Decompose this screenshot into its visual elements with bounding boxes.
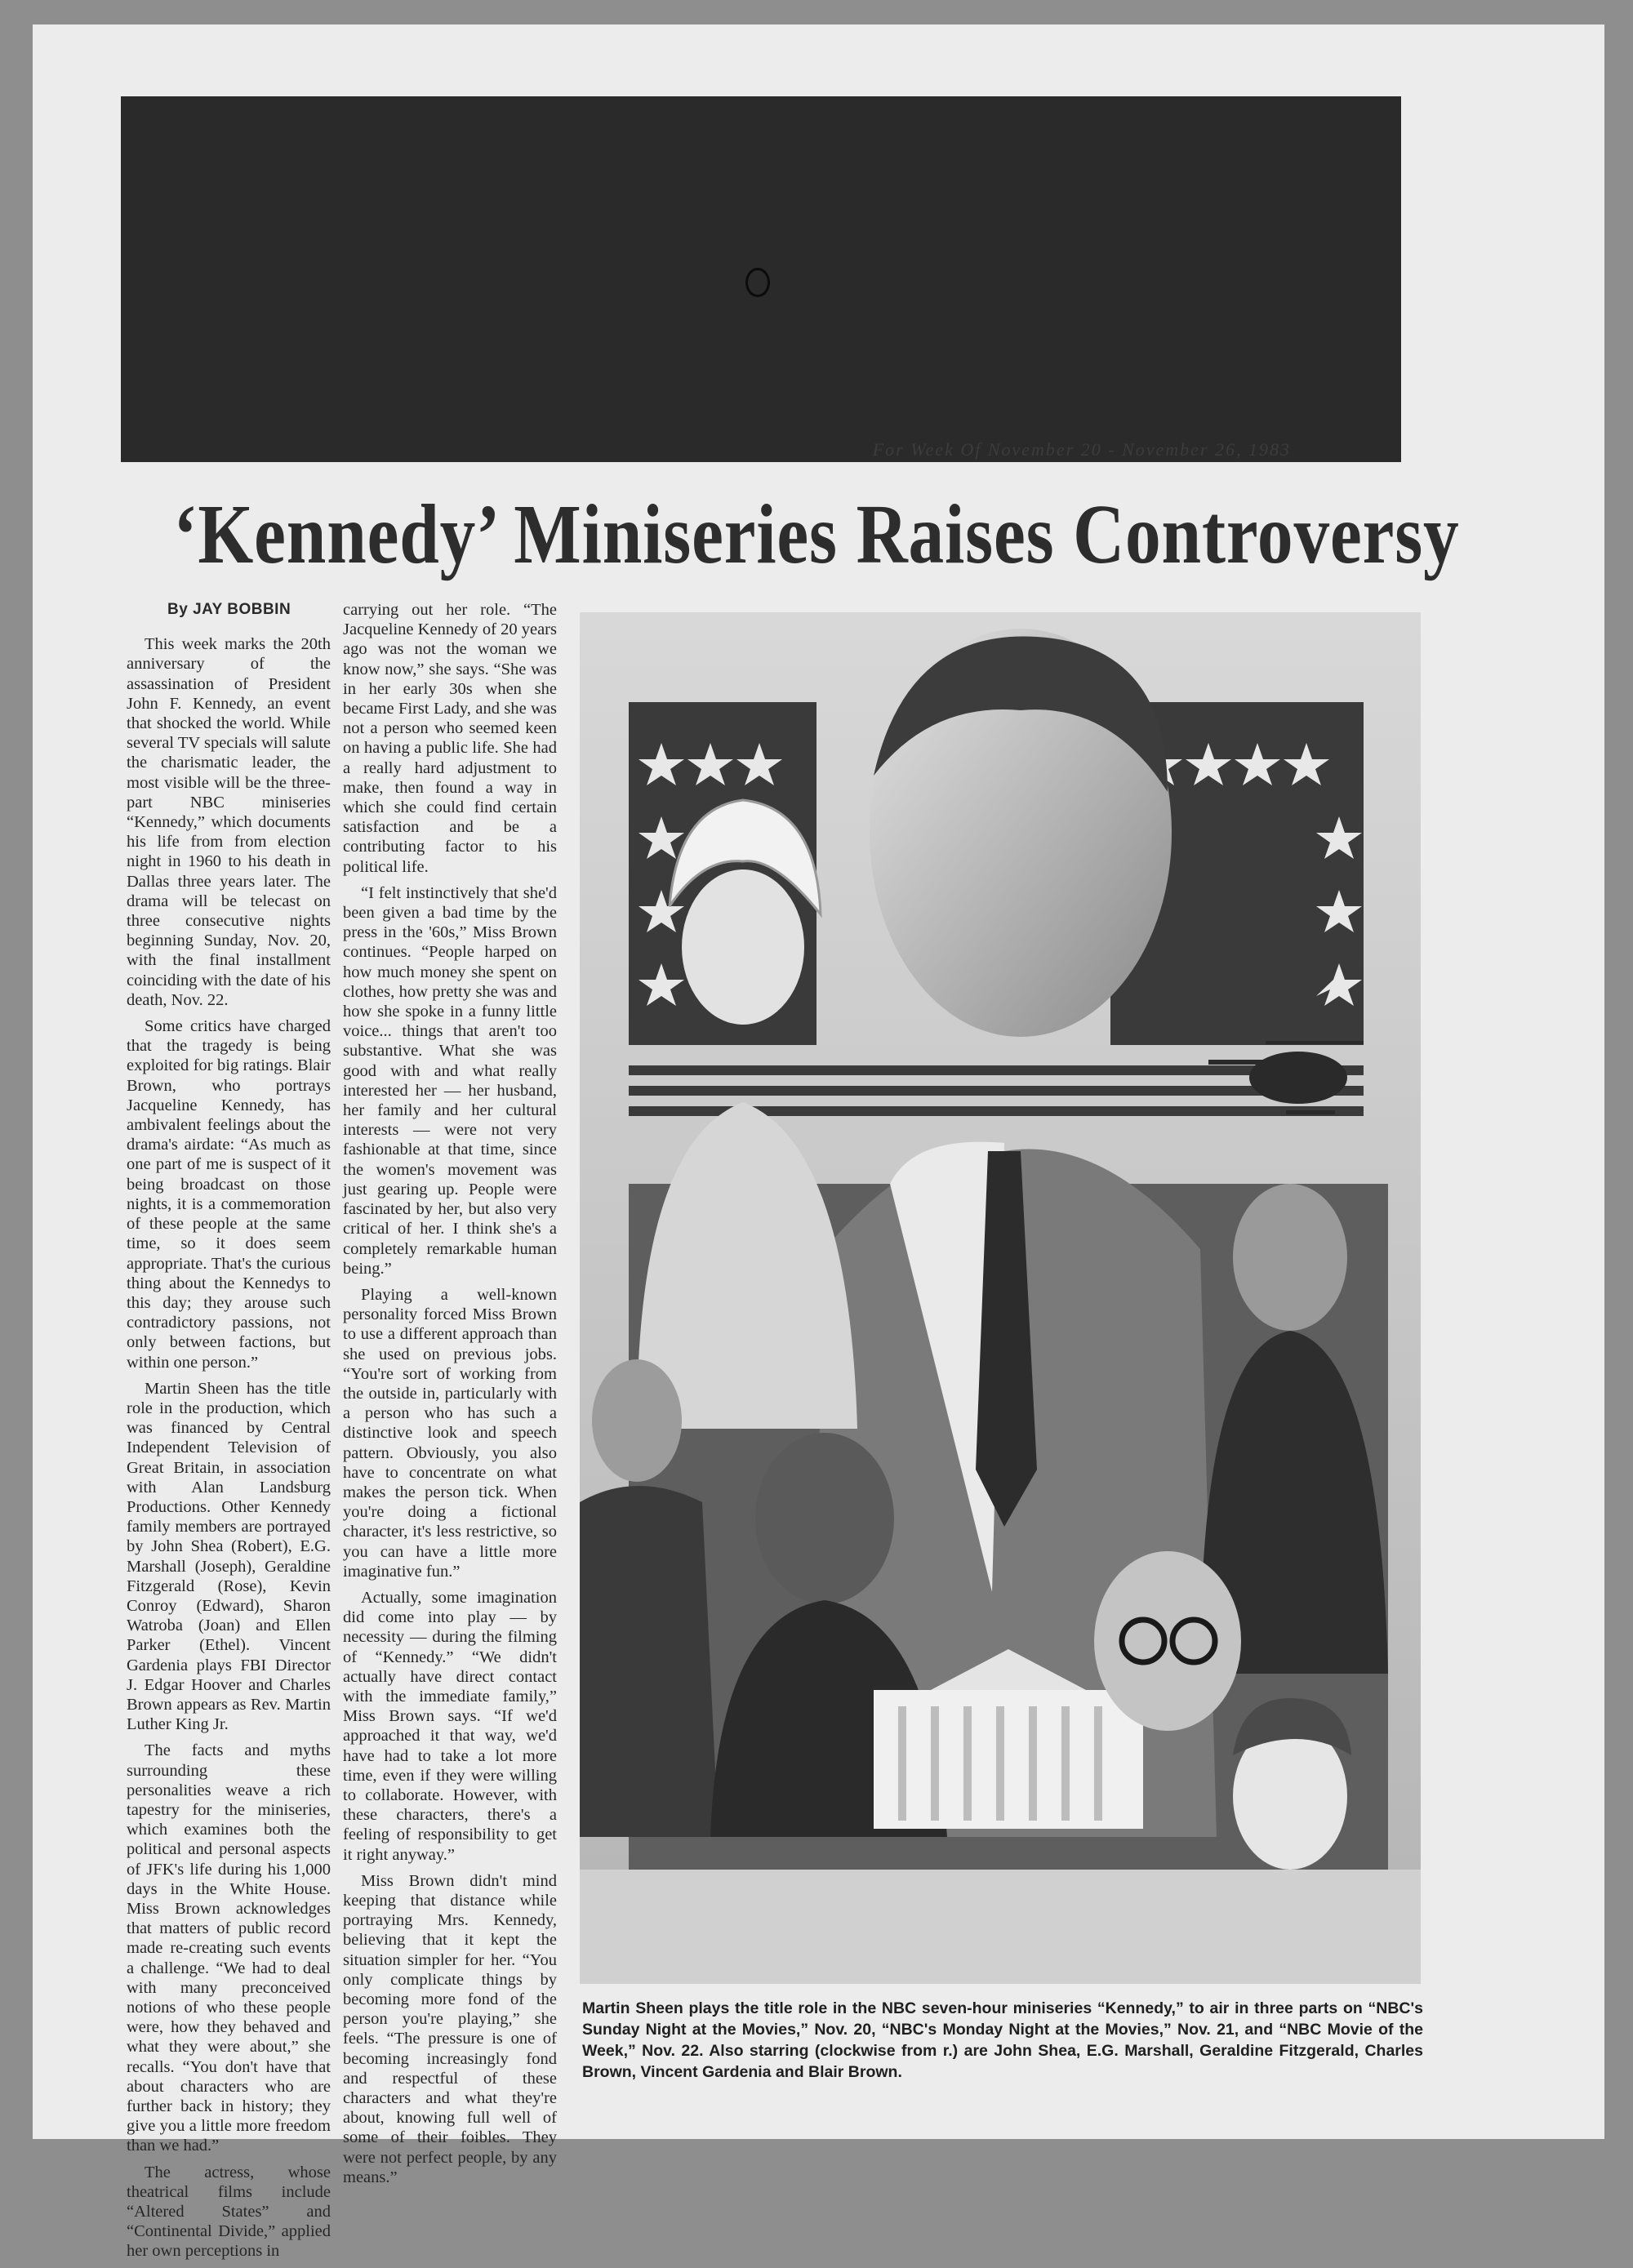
illustration-base xyxy=(580,1870,1421,1984)
paragraph: Miss Brown didn't mind keeping that distance while portraying Mrs. Kennedy, believing that it kept the situation simpler for her. “You only complicate things by becoming more fond of the person you're playing,” she feels. “The pressure is one of becoming increasingly fond and respectful of these characters and what they're about, knowing full well of some of their foibles. They were not perfect people, by any means.” xyxy=(343,1871,557,2186)
article-column-2 xyxy=(343,600,557,2194)
headline: ‘Kennedy’ Miniseries Raises Controversy xyxy=(173,487,1460,581)
center-left-face xyxy=(755,1433,894,1604)
paragraph: Martin Sheen has the title role in the production, which was financed by Central Independent Television of Great Britain, in association with Alan Landsburg Productions. Other Kennedy family members are portrayed by John Shea (Robert), E.G. Marshall (Joseph), Geraldine Fitzgerald (Rose), Kevin Conroy (Edward), Sharon Watroba (Joan) and Ellen Parker (Ethel). Vincent Gardenia plays FBI Director J. Edgar Hoover and Charles Brown appears as Rev. Martin Luther King Jr. xyxy=(127,1379,331,1734)
article-column-1 xyxy=(127,600,331,2268)
photo-caption: Martin Sheen plays the title role in the NBC seven-hour miniseries “Kennedy,” to air in three parts on “NBC's Sunday Night at the Movies,” Nov. 20, “NBC's Monday Night at the Movies,” Nov. 21, and “NBC Movie of the Week,” Nov. 22. Also starring (clockwise from r.) are John Shea, E.G. Marshall, Geraldine Fitzgerald, Charles Brown, Vincent Gardenia and Blair Brown. xyxy=(582,1999,1423,2081)
masthead-banner xyxy=(121,96,1401,462)
issue-dateline: For Week Of November 20 - November 26, 1983 xyxy=(872,439,1291,460)
paragraph: The actress, whose theatrical films include “Altered States” and “Continental Divide,” applied her own perceptions in xyxy=(127,2163,331,2261)
woman-face xyxy=(682,869,804,1025)
ink-mark xyxy=(745,268,770,297)
right-figure-face xyxy=(1233,1184,1347,1331)
cast-illustration xyxy=(580,612,1421,1984)
paragraph: Actually, some imagination did come into play — by necessity — during the filming of “Kennedy.” “We didn't actually have direct contact with the immediate family,” Miss Brown says. “If we'd approached it that way, we'd have had to take a lot more time, even if they were willing to collaborate. However, with these characters, there's a feeling of responsibility to get it right anyway.” xyxy=(343,1588,557,1864)
paragraph: This week marks the 20th anniversary of the assassination of President John F. Kennedy, an event that shocked the world. While several TV specials will salute the charismatic leader, the most visible will be the three-part NBC miniseries “Kennedy,” which documents his life from from election night in 1960 to his death in Dallas three years later. The drama will be telecast on three consecutive nights beginning Sunday, Nov. 20, with the final installment coinciding with the date of his death, Nov. 22. xyxy=(127,635,331,1009)
paragraph: “I felt instinctively that she'd been given a bad time by the press in the '60s,” Miss Brown continues. “People harped on how much money she spent on clothes, how pretty she was and how she spoke in a funny little voice... things that aren't too substantive. What she was good with and what really interested her — her husband, her family and her cultural interests — were not very fashionable at that time, since the women's movement was just gearing up. People were fascinated by her, but also very critical of her. I think she's a completely remarkable human being.” xyxy=(343,883,557,1278)
paragraph: carrying out her role. “The Jacqueline Kennedy of 20 years ago was not the woman we know now,” she says. “She was in her early 30s when she became First Lady, and she was not a person who seemed keen on having a public life. She had a really hard adjustment to make, then found a way in which she could find certain satisfaction and be a contributing factor to his political life. xyxy=(343,601,557,876)
left-figure-suit xyxy=(580,1486,719,1837)
paragraph: Playing a well-known personality forced Miss Brown to use a different approach than she used on previous jobs. “You're sort of working from the outside in, particularly with a person who has such a distinctive look and speech pattern. Obviously, you also have to concentrate on what makes the person tick. When you're doing a fictional character, it's less restrictive, so you can have a little more imaginative fun.” xyxy=(343,1285,557,1581)
paragraph: Some critics have charged that the tragedy is being exploited for big ratings. Blair Brown, who portrays Jacqueline Kennedy, has ambivalent feelings about the drama's airdate: “As much as one part of me is suspect of it being broadcast on those nights, it is a commemoration of these people at the same time, so it does seem appropriate. That's the curious thing about the Kennedys to this day; they arouse such contradictory passions, not only between factions, but within one person.” xyxy=(127,1017,331,1372)
paragraph: The facts and myths surrounding these personalities weave a rich tapestry for the miniseries, which examines both the political and personal aspects of JFK's life during his 1,000 days in the White House. Miss Brown acknowledges that matters of public record made re-creating such events a challenge. “We had to deal with many preconceived notions of who these people were, how they behaved and what they were about,” she recalls. “You don't have that about characters who are further back in history; they give you a little more freedom than we had.” xyxy=(127,1741,331,2155)
byline: By JAY BOBBIN xyxy=(167,601,291,618)
older-man-face xyxy=(1094,1551,1241,1731)
left-figure-face xyxy=(592,1359,682,1482)
illustration-art xyxy=(580,612,1421,1984)
